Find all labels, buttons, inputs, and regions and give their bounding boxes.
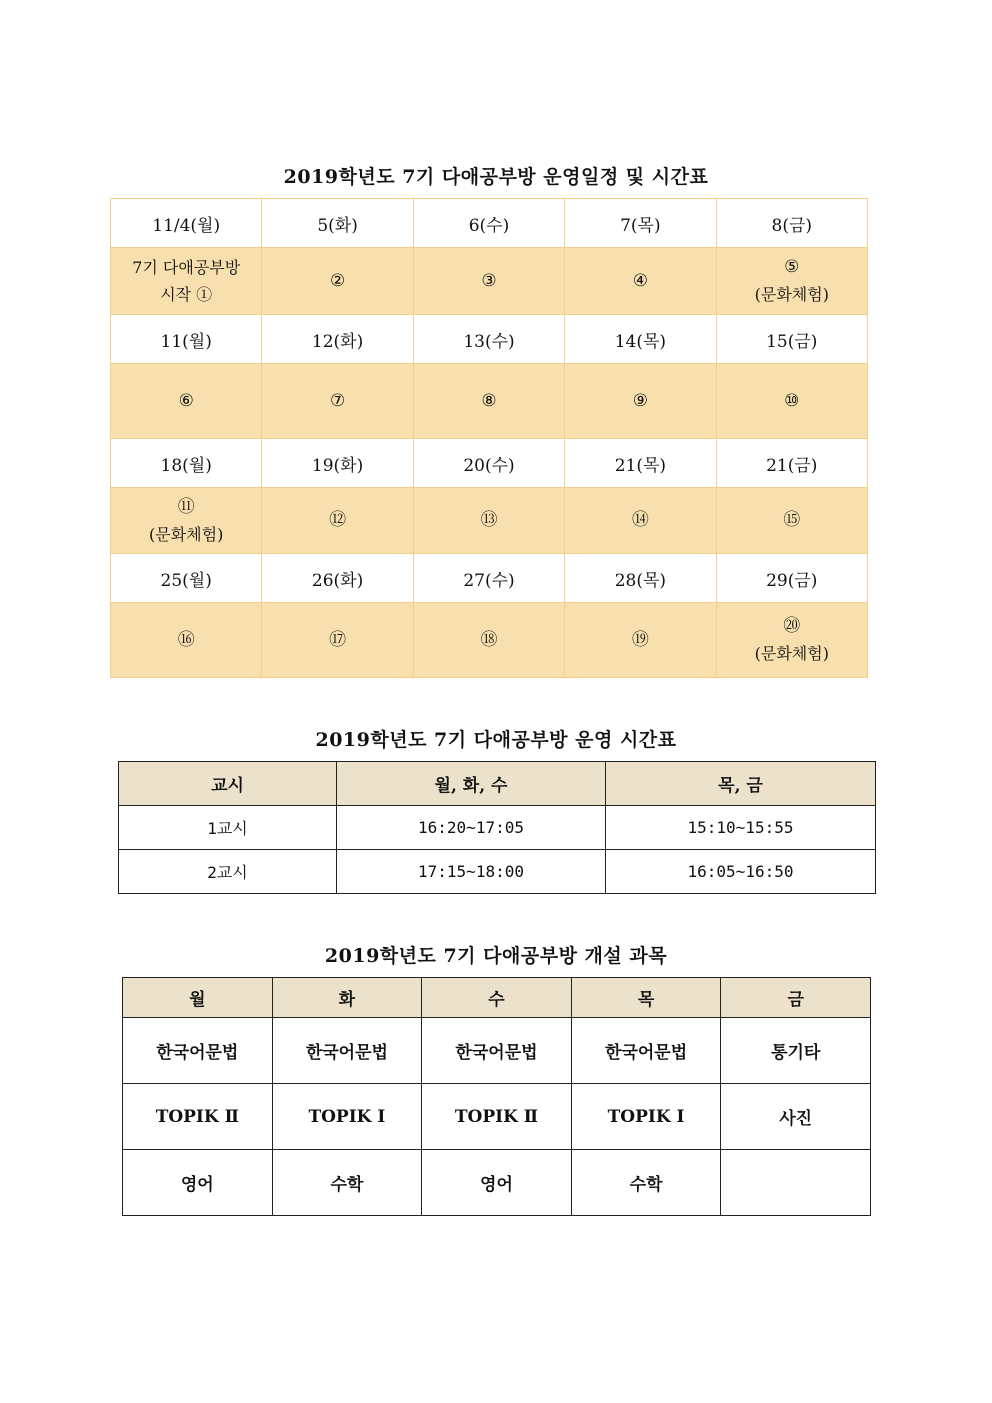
session-cell [716,488,867,554]
subject-cell: TOPIK Ⅱ [123,1084,273,1150]
calendar-date-row [111,199,868,248]
date-cell: 13(수) [413,315,564,364]
period-cell: 1교시 [119,806,337,850]
subject-cell: 사진 [721,1084,871,1150]
timetable-title: 2019학년도 7기 다애공부방 운영 시간표 [315,729,677,751]
session-cell [111,248,262,315]
header-cell: 교시 [119,762,337,806]
subject-cell: TOPIK Ⅰ [571,1084,721,1150]
session-number: ⑦ [329,390,346,411]
session-number: ⑳ [783,616,801,636]
period-cell: 2교시 [119,850,337,894]
session-number: ⑥ [178,390,194,411]
session-cell [716,364,867,439]
session-number: ⑮ [783,510,801,530]
subject-cell: 영어 [123,1150,273,1216]
session-number: ⑬ [480,510,498,530]
subject-cell: 수학 [571,1150,721,1216]
calendar-date-row [111,315,868,364]
session-cell [413,248,564,315]
subject-cell: 통기타 [721,1018,871,1084]
header-cell: 화 [272,978,422,1018]
date-cell: 21(목) [565,439,716,488]
date-cell: 28(목) [565,554,716,603]
date-cell: 6(수) [413,199,564,248]
calendar-session-row [111,364,868,439]
session-number: ⑤ [784,257,800,277]
session-number: ② [329,270,346,291]
header-cell: 목, 금 [606,762,876,806]
session-cell [111,488,262,554]
header-cell: 수 [422,978,572,1018]
schedule-title: 2019학년도 7기 다애공부방 운영일정 및 시간표 [283,166,709,188]
header-cell: 월 [123,978,273,1018]
time-cell: 16:05~16:50 [606,850,876,894]
date-cell: 14(목) [565,315,716,364]
session-cell [413,603,564,678]
date-cell: 29(금) [716,554,867,603]
subject-cell: 한국어문법 [571,1018,721,1084]
time-cell: 16:20~17:05 [337,806,606,850]
date-cell: 21(금) [716,439,867,488]
table-row [119,806,876,850]
session-label: 시작 ① [160,285,213,304]
subject-cell: 한국어문법 [422,1018,572,1084]
subject-cell-empty [721,1150,871,1216]
subject-cell: 한국어문법 [272,1018,422,1084]
session-cell [262,603,413,678]
session-number: ⑩ [784,390,800,411]
subject-cell: 영어 [422,1150,572,1216]
session-number: ⑭ [631,510,649,530]
session-cell [565,488,716,554]
session-number: ⑧ [481,390,497,411]
session-label: 7기 다애공부방 [132,258,241,277]
session-cell [716,248,867,315]
calendar-date-row [111,554,868,603]
date-cell: 20(수) [413,439,564,488]
subject-cell: 한국어문법 [123,1018,273,1084]
subjects-header-row [123,978,871,1018]
session-cell [565,603,716,678]
date-cell: 12(화) [262,315,413,364]
schedule-calendar-table [110,198,868,678]
session-cell [262,364,413,439]
date-cell: 26(화) [262,554,413,603]
calendar-session-row [111,603,868,678]
session-cell [111,364,262,439]
session-number: ⑫ [329,510,347,530]
session-number: ③ [481,270,497,291]
session-cell [262,488,413,554]
table-row [123,1018,871,1084]
session-number: ⑪ [177,496,195,517]
date-cell: 7(목) [565,199,716,248]
subject-cell: TOPIK Ⅰ [272,1084,422,1150]
date-cell: 8(금) [716,199,867,248]
date-cell: 11(월) [111,315,262,364]
time-cell: 17:15~18:00 [337,850,606,894]
time-cell: 15:10~15:55 [606,806,876,850]
session-cell [565,364,716,439]
date-cell: 27(수) [413,554,564,603]
session-number: ⑨ [632,390,648,411]
session-note: (문화체험) [754,285,829,304]
date-cell: 5(화) [262,199,413,248]
session-note: (문화체험) [754,644,829,663]
table-row [119,850,876,894]
calendar-session-row [111,248,868,315]
date-cell: 19(화) [262,439,413,488]
subjects-table [122,977,871,1216]
session-note: (문화체험) [149,524,224,544]
calendar-session-row [111,488,868,554]
session-cell [716,603,867,678]
session-cell [565,248,716,315]
session-number: ⑯ [177,629,195,650]
subject-cell: TOPIK Ⅱ [422,1084,572,1150]
header-cell: 목 [571,978,721,1018]
date-cell: 15(금) [716,315,867,364]
session-cell [413,488,564,554]
timetable-header-row [119,762,876,806]
session-cell [413,364,564,439]
session-cell [262,248,413,315]
subject-cell: 수학 [272,1150,422,1216]
session-number: ⑲ [631,629,649,650]
date-cell: 18(월) [111,439,262,488]
date-cell: 11/4(월) [111,199,262,248]
header-cell: 월, 화, 수 [337,762,606,806]
session-number: ⑱ [480,629,498,650]
operating-timetable [118,761,876,894]
subjects-title: 2019학년도 7기 다애공부방 개설 과목 [324,945,668,967]
table-row [123,1150,871,1216]
session-number: ⑰ [329,629,347,650]
date-cell: 25(월) [111,554,262,603]
session-cell [111,603,262,678]
table-row [123,1084,871,1150]
header-cell: 금 [721,978,871,1018]
calendar-date-row [111,439,868,488]
session-number: ④ [632,270,648,291]
